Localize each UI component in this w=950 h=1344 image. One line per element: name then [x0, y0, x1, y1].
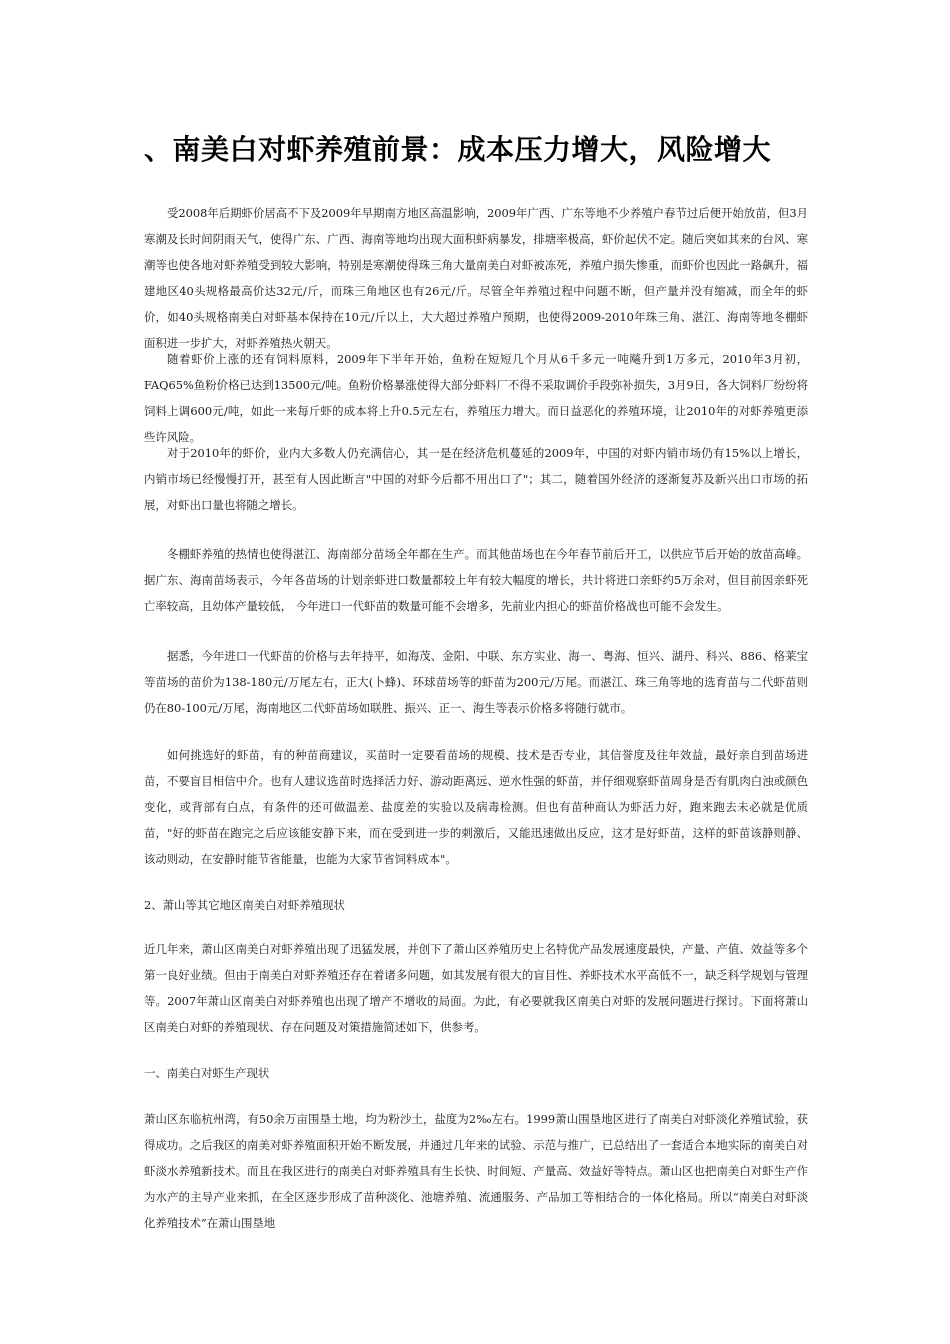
section-heading-xiaoshan: 2、萧山等其它地区南美白对虾养殖现状 [144, 898, 345, 912]
paragraph-xiaoshan-intro: 近几年来，萧山区南美白对虾养殖出现了迅猛发展，并创下了萧山区养殖历史上名特优产品发展速度最快，产量、产值、效益等多个第一良好业绩。但由于南美白对虾养殖还存在着诸多问题，如其发展有很大的盲目性、养虾技术水平高低不一，缺乏科学规划与管理等。2007年萧山区南美白对虾养殖也出现了增产不增收的局面。为此，有必要就我区南美白对虾的发展问题进行探讨。下面将萧山区南美白对虾的养殖现状、存在问题及对策措施简述如下，供参考。 [144, 942, 808, 1034]
paragraph-production-status: 萧山区东临杭州湾，有50余万亩围垦土地，均为粉沙土，盐度为2‰左右。1999萧山围垦地区进行了南美白对虾淡化养殖试验，获得成功。之后我区的南美对虾养殖面积开始不断发展，并通过几年来的试验、示范与推广，已总结出了一套适合本地实际的南美白对虾淡水养殖新技术。而且在我区进行的南美白对虾养殖具有生长快、时间短、产量高、效益好等特点。萧山区也把南美白对虾生产作为水产的主导产业来抓，在全区逐步形成了苗种淡化、池塘养殖、流通服务、产品加工等相结合的一体化格局。所以“南美白对虾淡化养殖技术”在萧山围垦地 [144, 1112, 808, 1230]
paragraph-price-outlook: 对于2010年的虾价，业内大多数人仍充满信心，其一是在经济危机蔓延的2009年，中国的对虾内销市场仍有15%以上增长，内销市场已经慢慢打开，甚至有人因此断言"中国的对虾今后都不用出口了"；其二，随着国外经济的逐渐复苏及新兴出口市场的拓展，对虾出口量也将随之增长。 [144, 446, 808, 512]
paragraph-shrimp-price-2009: 受2008年后期虾价居高不下及2009年早期南方地区高温影响，2009年广西、广东等地不少养殖户春节过后便开始放苗，但3月寒潮及长时间阴雨天气，使得广东、广西、海南等地均出现大面积虾病暴发，排塘率极高，虾价起伏不定。随后突如其来的台风、寒潮等也使各地对虾养殖受到较大影响，特别是寒潮使得珠三角大量南美白对虾被冻死，养殖户损失惨重，而虾价也因此一路飙升，福建地区40头规格最高价达32元/斤，而珠三角地区也有26元/斤。尽管全年养殖过程中问题不断，但产量并没有缩减，而全年的虾价，如40头规格南美白对虾基本保持在10元/斤以上，大大超过养殖户预期，也使得2009-2010年珠三角、湛江、海南等地冬棚虾面积进一步扩大，对虾养殖热火朝天。 [144, 206, 808, 350]
document-title: 、南美白对虾养殖前景：成本压力增大，风险增大 [144, 133, 772, 166]
paragraph-choosing-fry: 如何挑选好的虾苗，有的种苗商建议，买苗时一定要看苗场的规模、技术是否专业，其信誉度及往年效益，最好亲自到苗场进苗，不要盲目相信中介。也有人建议选苗时选择活力好、游动距离远、逆水性强的虾苗，并仔细观察虾苗周身是否有肌肉白浊或颜色变化，或背部有白点，有条件的还可做温差、盐度差的实验以及病毒检测。但也有苗种商认为虾活力好，跑来跑去未必就是优质苗，"好的虾苗在跑完之后应该能安静下来，而在受到进一步的刺激后，又能迅速做出反应，这才是好虾苗，这样的虾苗该静则静、该动则动，在安静时能节省能量，也能为大家节省饲料成本"。 [144, 748, 808, 866]
paragraph-winter-shed-farming: 冬棚虾养殖的热情也使得湛江、海南部分苗场全年都在生产。而其他苗场也在今年春节前后开工，以供应节后开始的放苗高峰。据广东、海南苗场表示，今年各苗场的计划亲虾进口数量都较上年有较大幅度的增长，共计将进口亲虾约5万余对，但目前因亲虾死亡率较高，且幼体产量较低， 今年进口一代虾苗的数量可能不会增多，先前业内担心的虾苗价格战也可能不会发生。 [144, 547, 808, 613]
paragraph-fry-prices: 据悉，今年进口一代虾苗的价格与去年持平，如海茂、金阳、中联、东方实业、海一、粤海、恒兴、湖丹、科兴、886、格莱宝等苗场的苗价为138-180元/万尾左右，正大(卜蜂)、环球苗场等的虾苗为200元/万尾。而湛江、珠三角等地的选育苗与二代虾苗则仍在80-100元/万尾，海南地区二代虾苗场如联胜、振兴、正一、海生等表示价格多将随行就市。 [144, 649, 808, 715]
subsection-heading-production-status: 一、南美白对虾生产现状 [144, 1066, 270, 1080]
paragraph-feed-cost: 随着虾价上涨的还有饲料原料，2009年下半年开始，鱼粉在短短几个月从6千多元一吨飚升到1万多元，2010年3月初，FAQ65%鱼粉价格已达到13500元/吨。鱼粉价格暴涨使得大部分虾料厂不得不采取调价手段弥补损失，3月9日，各大饲料厂纷纷将饲料上调600元/吨，如此一来每斤虾的成本将上升0.5元左右，养殖压力增大。而日益恶化的养殖环境，让2010年的对虾养殖更添些许风险。 [144, 352, 808, 444]
